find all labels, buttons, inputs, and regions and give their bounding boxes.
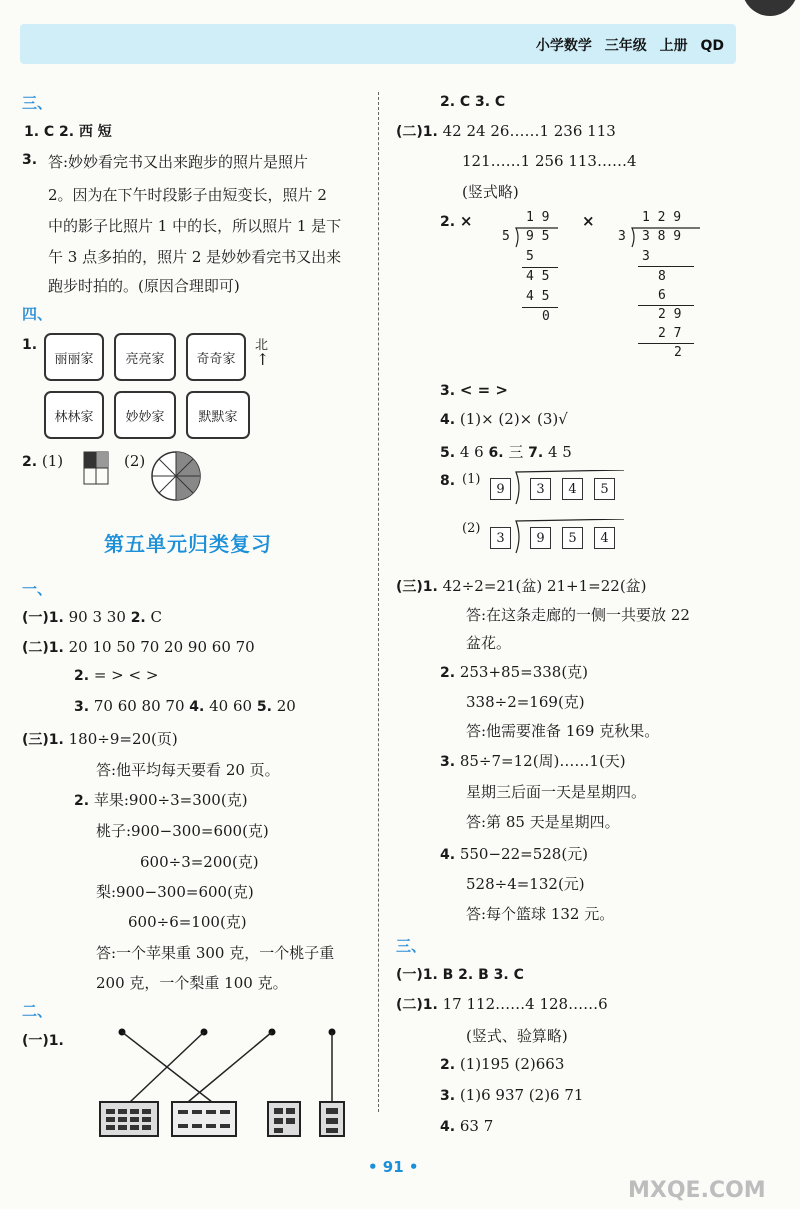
right-part-three-q2: 2. 253+85=338(克): [440, 663, 589, 681]
right-part-three-q1: (三)1. 42÷2=21(盆) 21+1=22(盆): [396, 577, 647, 595]
digit-box-divisor-2: 3: [490, 527, 511, 549]
long-division-95-by-5: 1 9 5 9 5 5 4 5 4 5 0: [500, 210, 570, 330]
right-part-three-q4-answer: 答:每个篮球 132 元。: [466, 905, 615, 923]
q3-line-e: 跑步时拍的。(原因合理即可): [48, 277, 240, 295]
right-part-two-q1-note: (竖式略): [462, 183, 519, 201]
digit-box-dividend-2c: 4: [594, 527, 615, 549]
long-division-389-by-3: 1 2 9 3 3 8 9 3 8 6 2 9 2 7 2: [616, 210, 706, 362]
right-part-three-q2-answer: 答:他需要准备 169 克秋果。: [466, 722, 660, 740]
digit-box-divisor-1: 9: [490, 478, 511, 500]
digit-box-dividend-2b: 5: [562, 527, 583, 549]
fraction-q2: 2. (1): [22, 452, 64, 470]
part-two-line: (二)1. 20 10 50 70 20 90 60 70: [22, 638, 255, 656]
right-q2-label: 2. ×: [440, 212, 473, 230]
house-box-lili: 丽丽家: [44, 333, 104, 381]
right-q4-line: 4. (1)× (2)× (3)√: [440, 410, 568, 428]
page-number: • 91 •: [368, 1158, 419, 1176]
right-part-three-q3-answer: 答:第 85 天是星期四。: [466, 813, 620, 831]
right-part-three-q3-line-b: 星期三后面一天是星期四。: [466, 783, 647, 801]
right-sec3-q2: 2. (1)195 (2)663: [440, 1055, 565, 1073]
corner-tab: [742, 0, 798, 16]
right-part-three-q1-answer-b: 盆花。: [466, 634, 512, 652]
digit-box-dividend-2a: 9: [530, 527, 551, 549]
part-three-q2-peach-each: 600÷3=200(克): [140, 853, 259, 871]
right-part-three-q4: 4. 550−22=528(元): [440, 845, 589, 863]
section-three-label: 三、: [22, 94, 53, 112]
header-bar: [20, 24, 736, 64]
q3-line-b: 2。因为在下午时段影子由短变长，照片 2: [48, 186, 327, 204]
part-one-line: (一)1. 90 3 30 2. C: [22, 608, 163, 626]
q3-line-a: 答:妙妙看完书又出来跑步的照片是照片: [48, 153, 309, 171]
unit-five-title: 第五单元归类复习: [104, 532, 272, 556]
part-two-q3-line: 3. 70 60 80 70 4. 40 60 5. 20: [74, 697, 296, 715]
header-title: 小学数学 三年级 上册 QD: [535, 38, 724, 54]
right-part-two-q1: (二)1. 42 24 26……1 236 113: [396, 122, 616, 140]
right-q2-q3-line: 2. C 3. C: [440, 94, 506, 110]
part-three-q2-pear: 梨:900−300=600(克): [96, 883, 254, 901]
right-q5-line: 5. 4 6 6. 三 7. 4 5: [440, 443, 572, 461]
q3-line-c: 中的影子比照片 1 中的长，所以照片 1 是下: [48, 217, 342, 235]
unit-section-one-label: 一、: [22, 580, 53, 598]
right-part-three-q4-line-b: 528÷4=132(元): [466, 875, 585, 893]
digit-box-dividend-1b: 4: [562, 478, 583, 500]
watermark-text: MXQE.COM: [628, 1178, 766, 1203]
digit-box-dividend-1c: 5: [594, 478, 615, 500]
right-part-three-q1-answer-a: 答:在这条走廊的一侧一共要放 22: [466, 606, 690, 624]
circle-fraction-figure: [150, 450, 202, 502]
right-q2-cross-2: ×: [582, 212, 595, 230]
part-three-q2-apple: 2. 苹果:900÷3=300(克): [74, 791, 248, 809]
part-three-q2-pear-each: 600÷6=100(克): [128, 913, 247, 931]
unit-section-two-label: 二、: [22, 1002, 53, 1020]
part-two-q2-line: 2. = > < >: [74, 666, 159, 684]
part-three-q2-answer-a: 答:一个苹果重 300 克，一个桃子重: [96, 944, 335, 962]
fraction-q2-part2: (2): [124, 452, 146, 470]
q3-line-d: 午 3 点多拍的，照片 2 是妙妙看完书又出来: [48, 248, 342, 266]
north-arrow-icon: ↑: [256, 350, 270, 369]
q3-number: 3.: [22, 152, 38, 168]
house-box-liangliang: 亮亮家: [114, 333, 176, 381]
right-q8-part2-label: (2): [462, 521, 481, 536]
right-part-two-q1-line-b: 121……1 256 113……4: [462, 152, 637, 170]
abacus-matching-figure: [90, 1022, 360, 1142]
section-four-label: 四、: [22, 305, 53, 323]
north-label: 北: [255, 338, 269, 353]
part-three-q2-answer-b: 200 克，一个梨重 100 克。: [96, 974, 288, 992]
answer-line-1: 1. C 2. 西 短: [24, 124, 112, 140]
digit-box-dividend-1a: 3: [530, 478, 551, 500]
house-box-miaomiao: 妙妙家: [114, 391, 176, 439]
right-part-three-q3: 3. 85÷7=12(周)……1(天): [440, 752, 626, 770]
right-sec3-q3: 3. (1)6 937 (2)6 71: [440, 1086, 584, 1104]
house-box-momo: 默默家: [186, 391, 250, 439]
right-sec3-part2: (二)1. 17 112……4 128……6: [396, 995, 608, 1013]
right-sec3-part2-note: (竖式、验算略): [466, 1027, 568, 1045]
house-q1-number: 1.: [22, 337, 38, 353]
right-part-three-q2-line-b: 338÷2=169(克): [466, 693, 585, 711]
matching-q1-label: (一)1.: [22, 1033, 64, 1049]
house-box-linlin: 林林家: [44, 391, 104, 439]
column-divider: [378, 92, 379, 1112]
part-three-q2-peach: 桃子:900−300=600(克): [96, 822, 269, 840]
right-q8-part1-label: (1): [462, 472, 481, 487]
right-sec3-q4: 4. 63 7: [440, 1117, 494, 1135]
square-fraction-figure: [82, 450, 112, 486]
part-three-q1: (三)1. 180÷9=20(页): [22, 730, 178, 748]
right-sec3-part1: (一)1. B 2. B 3. C: [396, 967, 524, 983]
house-box-qiqi: 奇奇家: [186, 333, 246, 381]
right-q3-line: 3. < = >: [440, 381, 508, 399]
right-q8-number: 8.: [440, 473, 456, 489]
part-three-q1-answer: 答:他平均每天要看 20 页。: [96, 761, 280, 779]
right-section-three-label: 三、: [396, 937, 427, 955]
